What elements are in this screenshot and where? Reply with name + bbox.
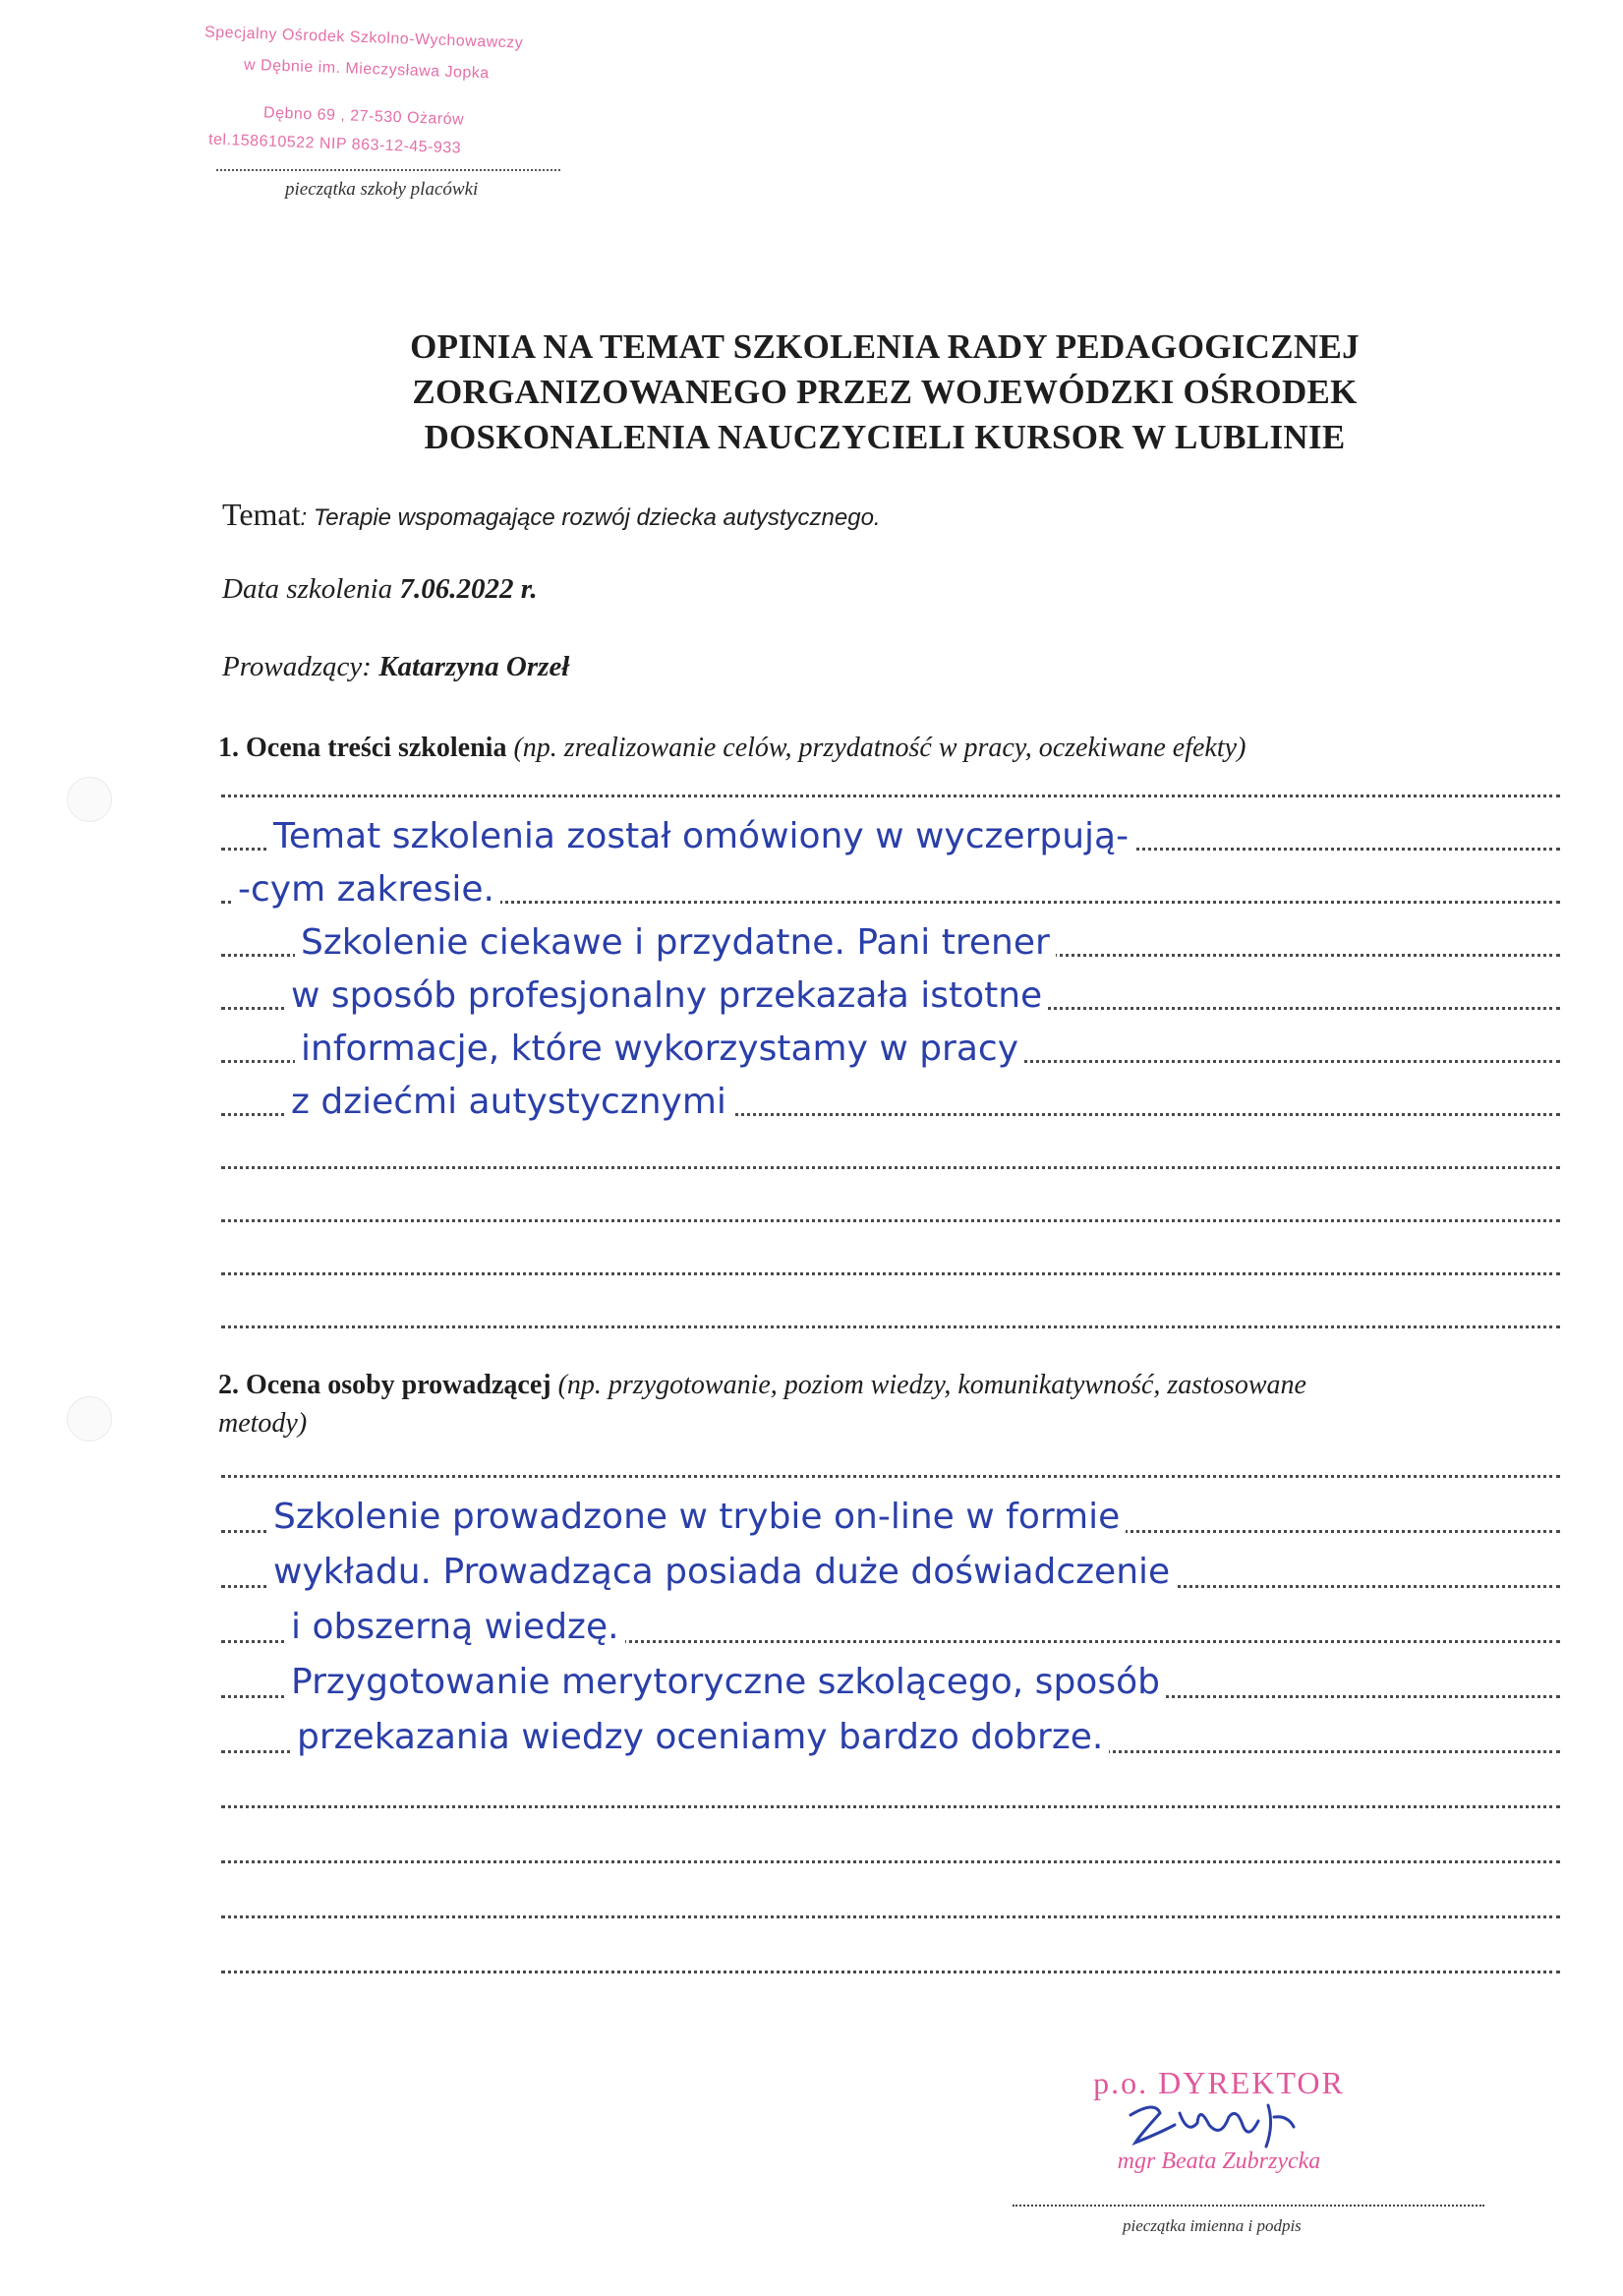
section-2-hw-line-3: i obszerną wiedzę. <box>285 1607 625 1647</box>
signature-dotted-line <box>1013 2205 1484 2207</box>
training-date-value: 7.06.2022 r. <box>399 573 538 605</box>
training-date-label: Data szkolenia <box>222 573 393 605</box>
section-2-hint-cont: metody) <box>218 1408 308 1439</box>
school-stamp-line-1: Specjalny Ośrodek Szkolno-Wychowawczy <box>203 24 524 52</box>
temat-label: Temat <box>222 497 301 532</box>
punch-hole-lower <box>67 1396 112 1442</box>
signature-image <box>1101 2095 1337 2154</box>
school-stamp-line-3: Dębno 69 , 27-530 Ożarów <box>262 104 465 129</box>
section-1-hw-line-3: Szkolenie ciekawe i przydatne. Pani trener <box>295 922 1056 963</box>
director-stamp <box>1062 2065 1376 2175</box>
training-date-field <box>222 573 538 606</box>
section-1-hw-line-1: Temat szkolenia został omówiony w wyczerpują- <box>267 816 1134 856</box>
document-title-line-3: DOSKONALENIA NAUCZYCIELI KURSOR W LUBLINIE <box>424 418 1346 456</box>
school-stamp-caption: pieczątka szkoły placówki <box>285 179 479 200</box>
section-2-heading <box>218 1370 1306 1401</box>
document-title-line-1: OPINIA NA TEMAT SZKOLENIA RADY PEDAGOGICZNEJ <box>410 327 1360 366</box>
school-stamp-line-2: w Dębnie im. Mieczysława Jopka <box>243 56 490 83</box>
school-stamp-line-4: tel.158610522 NIP 863-12-45-933 <box>207 131 462 157</box>
director-stamp-name: mgr Beata Zubrzycka <box>1117 2149 1321 2174</box>
section-1-heading <box>218 733 1246 764</box>
trainer-value: Katarzyna Orzeł <box>378 651 570 682</box>
punch-hole-upper <box>67 777 112 822</box>
section-1-hw-line-2: -cym zakresie. <box>232 869 500 910</box>
section-2-heading-cont <box>218 1408 307 1440</box>
trainer-label: Prowadzący: <box>222 651 372 682</box>
section-1-hw-line-6: z dziećmi autystycznymi <box>285 1082 732 1122</box>
section-2-hint: (np. przygotowanie, poziom wiedzy, komunikatywność, zastosowane <box>557 1370 1306 1400</box>
section-2-title: 2. Ocena osoby prowadzącej <box>218 1370 551 1400</box>
document-title-line-2: ZORGANIZOWANEGO PRZEZ WOJEWÓDZKI OŚRODEK <box>412 373 1358 411</box>
section-1-hw-line-4: w sposób profesjonalny przekazała istotne <box>285 975 1048 1016</box>
section-1-title: 1. Ocena treści szkolenia <box>218 733 507 763</box>
temat-field <box>222 497 881 533</box>
section-2-hw-line-4: Przygotowanie merytoryczne szkolącego, sposób <box>285 1662 1166 1702</box>
temat-value: : Terapie wspomagające rozwój dziecka autystycznego. <box>300 504 881 531</box>
section-1-hw-line-5: informacje, które wykorzystamy w pracy <box>295 1029 1024 1069</box>
section-1-hint: (np. zrealizowanie celów, przydatność w pracy, oczekiwane efekty) <box>513 733 1246 763</box>
trainer-field <box>222 651 569 683</box>
signature-caption: pieczątka imienna i podpis <box>1123 2216 1302 2235</box>
section-2-hw-line-2: wykładu. Prowadząca posiada duże doświadczenie <box>267 1552 1176 1592</box>
school-stamp-dotted-line <box>216 169 560 171</box>
section-2-hw-line-1: Szkolenie prowadzone w trybie on-line w formie <box>267 1497 1126 1537</box>
section-2-hw-line-5: przekazania wiedzy oceniamy bardzo dobrze. <box>291 1717 1109 1757</box>
director-stamp-title: p.o. DYREKTOR <box>1093 2065 1345 2100</box>
